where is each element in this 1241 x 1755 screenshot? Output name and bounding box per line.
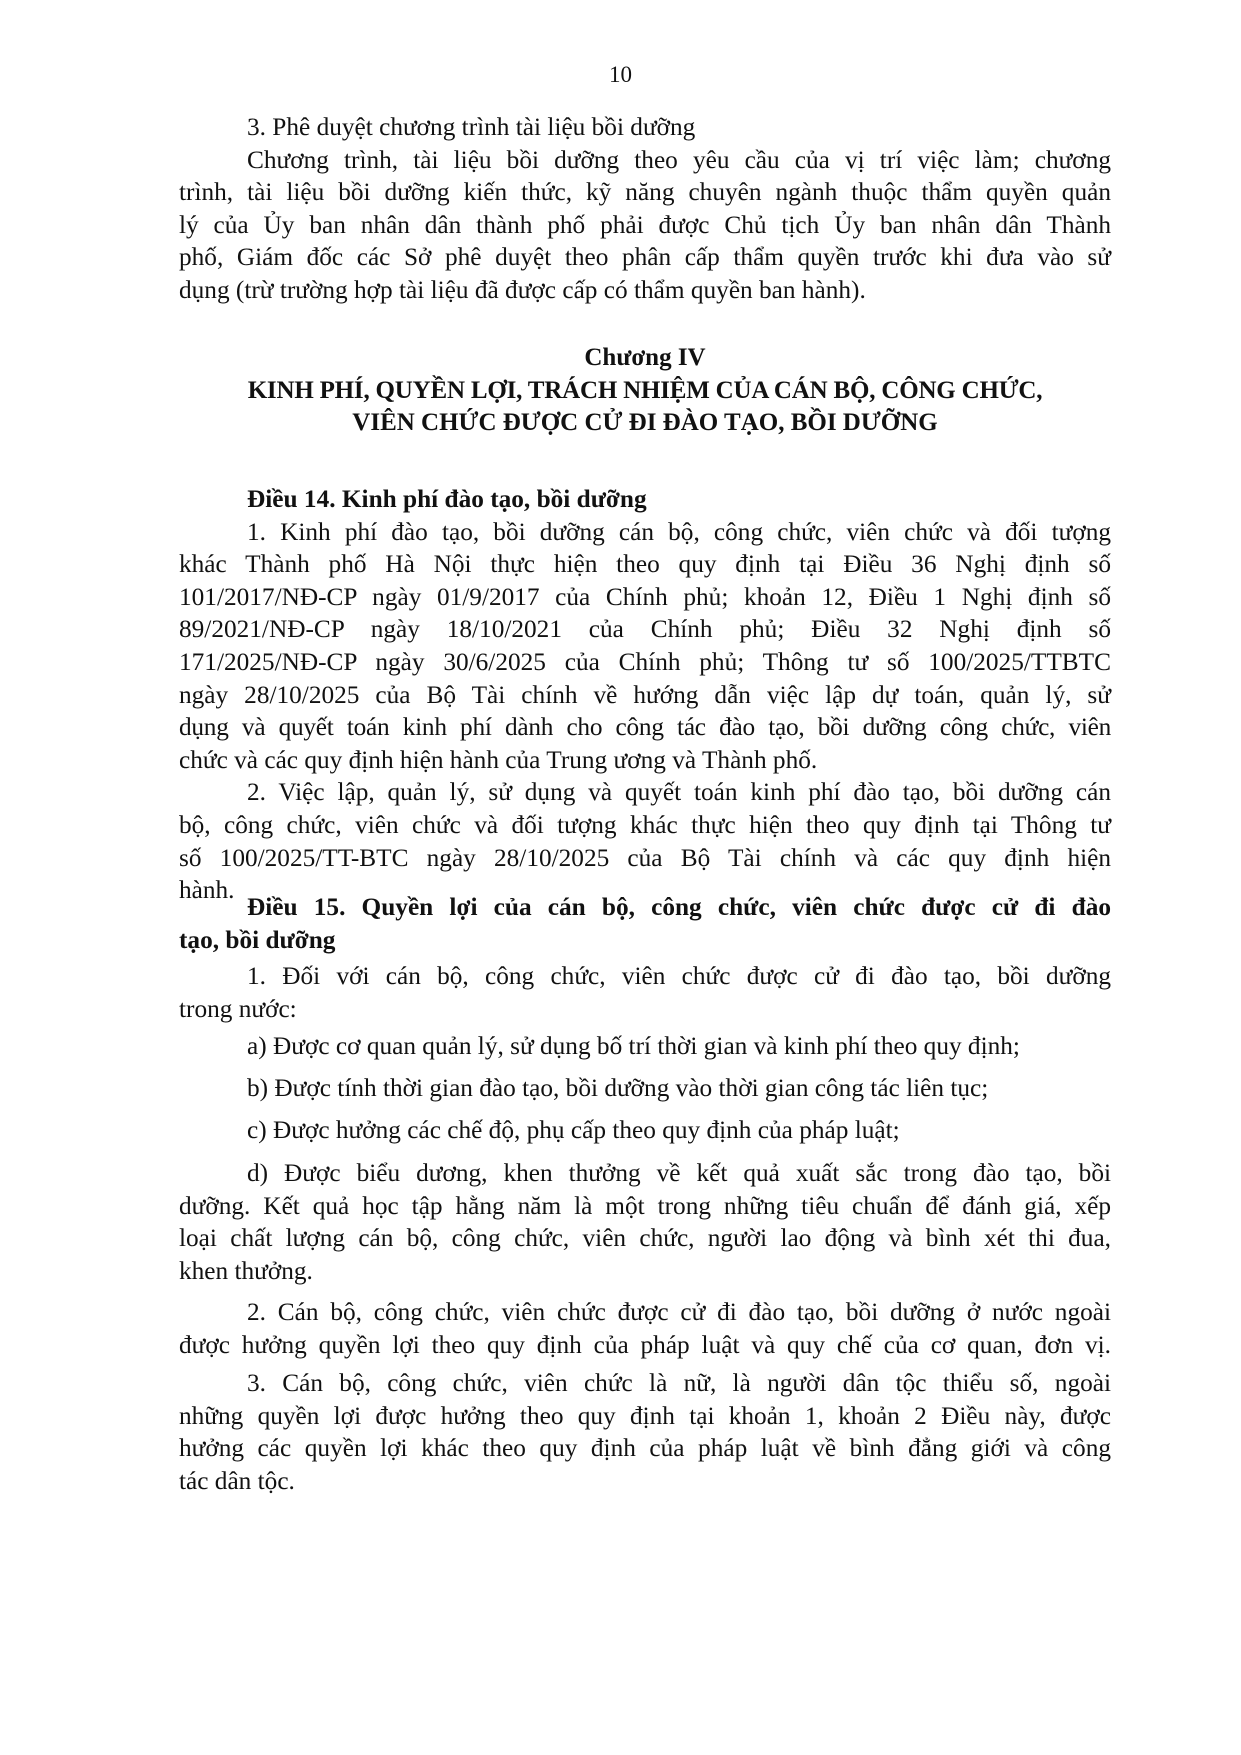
section-3 [179, 111, 1111, 307]
page-number: 10 [609, 62, 632, 87]
chapter-number: Chương IV [584, 344, 706, 371]
chapter-title-line: VIÊN CHỨC ĐƯỢC CỬ ĐI ĐÀO TẠO, BỒI DƯỠNG [352, 409, 938, 437]
paragraph-line: 89/2021/NĐ-CP ngày 18/10/2021 của Chính phủ; Điều 32 Nghị định số [179, 615, 1111, 644]
paragraph-line: 1. Kinh phí đào tạo, bồi dưỡng cán bộ, công chức, viên chức và đối tượng [247, 517, 1111, 546]
section-heading: 3. Phê duyệt chương trình tài liệu bồi dưỡng [247, 113, 696, 141]
list-item-line: loại chất lượng cán bộ, công chức, viên chức, người lao động và bình xét thi đua, [179, 1224, 1111, 1253]
paragraph-line: bộ, công chức, viên chức và đối tượng khác thực hiện theo quy định tại Thông tư [179, 810, 1111, 839]
paragraph-line: 3. Cán bộ, công chức, viên chức là nữ, là người dân tộc thiểu số, ngoài [247, 1369, 1111, 1397]
article-14 [179, 483, 1111, 907]
paragraph-line: trình, tài liệu bồi dưỡng kiến thức, kỹ năng chuyên ngành thuộc thẩm quyền quản [179, 178, 1111, 207]
paragraph-line: Chương trình, tài liệu bồi dưỡng theo yêu cầu của vị trí việc làm; chương [247, 145, 1111, 174]
list-item-line: khen thưởng. [179, 1256, 313, 1285]
paragraph-line: được hưởng quyền lợi theo quy định của pháp luật và quy chế của cơ quan, đơn vị. [179, 1330, 1111, 1359]
paragraph-line: tác dân tộc. [179, 1466, 295, 1495]
article-heading: tạo, bồi dưỡng [179, 925, 336, 954]
paragraph-line: 2. Việc lập, quản lý, sử dụng và quyết toán kinh phí đào tạo, bồi dưỡng cán [247, 778, 1111, 807]
paragraph-line: ngày 28/10/2025 của Bộ Tài chính về hướng dẫn việc lập dự toán, quản lý, sử [179, 680, 1111, 709]
paragraph-line: 171/2025/NĐ-CP ngày 30/6/2025 của Chính phủ; Thông tư số 100/2025/TTBTC [179, 647, 1111, 676]
article-15 [179, 891, 1111, 956]
paragraph-line: lý của Ủy ban nhân dân thành phố phải được Chủ tịch Ủy ban nhân dân Thành [179, 210, 1111, 239]
article-15-para-3 [179, 1367, 1111, 1497]
list-item: a) Được cơ quan quản lý, sử dụng bố trí thời gian và kinh phí theo quy định; [247, 1032, 1020, 1060]
item-a [179, 1030, 1111, 1063]
paragraph-line: dụng (trừ trường hợp tài liệu đã được cấp có thẩm quyền ban hành). [179, 275, 866, 304]
item-d [179, 1157, 1111, 1287]
article-heading: Điều 15. Quyền lợi của cán bộ, công chức, viên chức được cử đi đào [247, 893, 1111, 921]
chapter-heading [179, 342, 1111, 440]
list-item-line: dưỡng. Kết quả học tập hằng năm là một trong những tiêu chuẩn để đánh giá, xếp [179, 1191, 1111, 1220]
paragraph-line: hưởng các quyền lợi khác theo quy định của pháp luật về bình đẳng giới và công [179, 1434, 1111, 1463]
paragraph-line: trong nước: [179, 994, 297, 1023]
chapter-title-line: KINH PHÍ, QUYỀN LỢI, TRÁCH NHIỆM CỦA CÁN BỘ, CÔNG CHỨC, [247, 376, 1043, 404]
paragraph-line: 1. Đối với cán bộ, công chức, viên chức được cử đi đào tạo, bồi dưỡng [247, 962, 1111, 990]
paragraph-line: những quyền lợi được hưởng theo quy định tại khoản 1, khoản 2 Điều này, được [179, 1401, 1111, 1430]
article-heading: Điều 14. Kinh phí đào tạo, bồi dưỡng [247, 485, 647, 513]
paragraph-line: 2. Cán bộ, công chức, viên chức được cử đi đào tạo, bồi dưỡng ở nước ngoài [247, 1298, 1111, 1326]
article-15-para-2 [179, 1296, 1111, 1361]
paragraph-line: chức và các quy định hiện hành của Trung ương và Thành phố. [179, 745, 818, 774]
item-b [179, 1072, 1111, 1105]
paragraph-line: khác Thành phố Hà Nội thực hiện theo quy định tại Điều 36 Nghị định số [179, 550, 1111, 579]
list-item: c) Được hưởng các chế độ, phụ cấp theo quy định của pháp luật; [247, 1116, 900, 1144]
paragraph-line: phố, Giám đốc các Sở phê duyệt theo phân cấp thẩm quyền trước khi đưa vào sử [179, 243, 1111, 272]
article-15-para-1 [179, 960, 1111, 1025]
list-item: b) Được tính thời gian đào tạo, bồi dưỡng vào thời gian công tác liên tục; [247, 1074, 989, 1102]
list-item: d) Được biểu dương, khen thưởng về kết quả xuất sắc trong đào tạo, bồi [247, 1159, 1111, 1187]
paragraph-line: hành. [179, 876, 235, 905]
paragraph-line: dụng và quyết toán kinh phí dành cho công tác đào tạo, bồi dưỡng công chức, viên [179, 713, 1111, 742]
paragraph-line: số 100/2025/TT-BTC ngày 28/10/2025 của Bộ Tài chính và các quy định hiện [179, 843, 1111, 872]
item-c [179, 1114, 1111, 1147]
paragraph-line: 101/2017/NĐ-CP ngày 01/9/2017 của Chính phủ; khoản 12, Điều 1 Nghị định số [179, 582, 1111, 611]
